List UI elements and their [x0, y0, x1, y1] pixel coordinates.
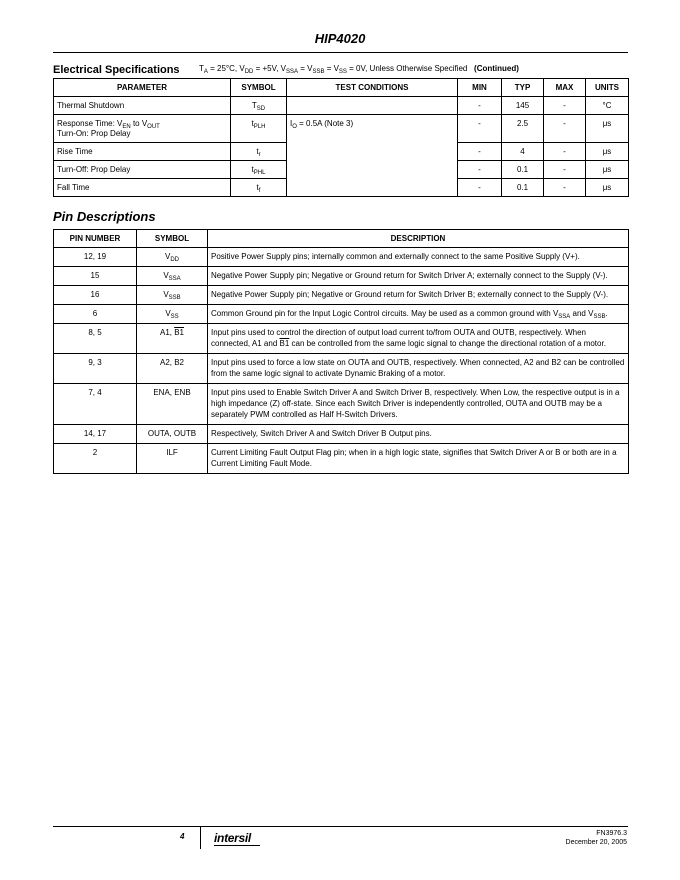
description-cell: Input pins used to force a low state on OUTA and OUTB, respectively. When connected, A2 and B2 can be controlled from the same logic signal to activate Dynamic Braking of a motor. [208, 354, 629, 384]
col-header-parameter: PARAMETER [54, 79, 231, 97]
pin-cell: 12, 19 [54, 248, 137, 267]
logo-underline [214, 845, 260, 846]
param-cell: Fall Time [54, 179, 231, 197]
table-row [54, 425, 629, 444]
test-cell: $I_O = 0.5A$ (Note 3) [287, 115, 458, 197]
table-row [54, 267, 629, 286]
pin-desc-title: Pin Descriptions [53, 209, 156, 224]
pin-cell: 6 [54, 305, 137, 324]
symbol-cell: $V_{DD}$ [137, 248, 208, 267]
symbol-cell: $t_{PLH}$ [231, 115, 287, 143]
symbol-cell: $V_{SSA}$ [137, 267, 208, 286]
table-row [54, 286, 629, 305]
param-cell: Rise Time [54, 143, 231, 161]
symbol-cell: $V_{SSB}$ [137, 286, 208, 305]
units-cell: μs [586, 143, 629, 161]
doc-date: December 20, 2005 [565, 839, 627, 846]
footer-divider [200, 827, 201, 849]
symbol-cell: A2, B2 [137, 354, 208, 384]
typ-cell: 145 [502, 97, 544, 115]
symbol-cell: $t_{PHL}$ [231, 161, 287, 179]
table-row [54, 324, 629, 354]
max-cell: - [544, 161, 586, 179]
symbol-cell: $t_f$ [231, 179, 287, 197]
col-header-max: MAX [544, 79, 586, 97]
elec-spec-table [53, 78, 629, 197]
min-cell: - [458, 97, 502, 115]
min-cell: - [458, 143, 502, 161]
table-row [54, 444, 629, 474]
min-cell: - [458, 115, 502, 143]
max-cell: - [544, 143, 586, 161]
typ-cell: 0.1 [502, 161, 544, 179]
pin-cell: 9, 3 [54, 354, 137, 384]
header-rule [53, 52, 628, 53]
description-cell: Input pins used to Enable Switch Driver A and Switch Driver B, respectively. When Low, the respective output is in a high impedance (Z) off-state. Since each Switch Driver is independently controlled, OUTA and OUTB may be a separately PWM controlled as Half H-Switch Drivers. [208, 384, 629, 425]
col-header-units: UNITS [586, 79, 629, 97]
footer-rule [53, 826, 628, 827]
col-header-min: MIN [458, 79, 502, 97]
pin-cell: 14, 17 [54, 425, 137, 444]
test-cell [287, 97, 458, 115]
footer-doc-info [566, 829, 627, 847]
col-header-symbol: SYMBOL [231, 79, 287, 97]
description-cell: Input pins used to control the direction of output load current to/from OUTA and OUTB, respectively. When connected, A1 and B1 can be controlled from the same logic signal to change the directional rotation of a motor. [208, 324, 629, 354]
min-cell: - [458, 161, 502, 179]
description-cell: Respectively, Switch Driver A and Switch Driver B Output pins. [208, 425, 629, 444]
pin-cell: 15 [54, 267, 137, 286]
table-row [54, 248, 629, 267]
param-cell: Thermal Shutdown [54, 97, 231, 115]
pin-desc-table [53, 229, 629, 474]
param-cell: Turn-Off: Prop Delay [54, 161, 231, 179]
max-cell: - [544, 115, 586, 143]
elec-spec-title: Electrical Specifications [53, 64, 180, 76]
col-header-typ: TYP [502, 79, 544, 97]
symbol-cell: ILF [137, 444, 208, 474]
col-header-test-conditions: TEST CONDITIONS [287, 79, 458, 97]
table-row [54, 97, 629, 115]
col-header-description: DESCRIPTION [208, 230, 629, 248]
symbol-cell: $T_{SD}$ [231, 97, 287, 115]
typ-cell: 4 [502, 143, 544, 161]
table-row [54, 115, 629, 143]
pin-cell: 8, 5 [54, 324, 137, 354]
pin-cell: 16 [54, 286, 137, 305]
table-row [54, 354, 629, 384]
pin-cell: 2 [54, 444, 137, 474]
symbol-cell: OUTA, OUTB [137, 425, 208, 444]
table-header-row [54, 230, 629, 248]
typ-cell: 0.1 [502, 179, 544, 197]
symbol-cell: A1, B1 [137, 324, 208, 354]
units-cell: μs [586, 115, 629, 143]
description-cell: Common Ground pin for the Input Logic Control circuits. May be used as a common ground with $V_{SSA}$ and $V_{SSB}$. [208, 305, 629, 324]
doc-id: FN3976.3 [596, 830, 627, 837]
description-cell: Negative Power Supply pin; Negative or Ground return for Switch Driver B; externally connect to the Supply (V-). [208, 286, 629, 305]
intersil-logo: intersil [214, 831, 251, 845]
description-cell: Positive Power Supply pins; internally common and externally connect to the same Positive Supply (V+). [208, 248, 629, 267]
col-header-symbol: SYMBOL [137, 230, 208, 248]
max-cell: - [544, 179, 586, 197]
table-header-row [54, 79, 629, 97]
col-header-pin-number: PIN NUMBER [54, 230, 137, 248]
param-cell: Response Time: $V_{EN}$ to $V_{OUT}$ Turn-On: Prop Delay [54, 115, 231, 143]
pin-cell: 7, 4 [54, 384, 137, 425]
symbol-cell: $t_r$ [231, 143, 287, 161]
symbol-cell: $V_{SS}$ [137, 305, 208, 324]
typ-cell: 2.5 [502, 115, 544, 143]
description-cell: Current Limiting Fault Output Flag pin; when in a high logic state, signifies that Switch Driver A or B or both are in a Current Limiting Fault Mode. [208, 444, 629, 474]
table-row [54, 305, 629, 324]
min-cell: - [458, 179, 502, 197]
elec-spec-conditions: $T_A = 25^\circ C$, $V_{DD} = +5V$, $V_{SSA} = V_{SSB} = V_{SS} = 0V$, Unless Otherwise Specified (Continued) [199, 64, 519, 75]
table-row [54, 384, 629, 425]
units-cell: μs [586, 161, 629, 179]
page-number: 4 [180, 832, 185, 841]
page-header-title: HIP4020 [314, 31, 366, 46]
description-cell: Negative Power Supply pin; Negative or Ground return for Switch Driver A; externally connect to the Supply (V-). [208, 267, 629, 286]
max-cell: - [544, 97, 586, 115]
units-cell: μs [586, 179, 629, 197]
units-cell: °C [586, 97, 629, 115]
symbol-cell: ENA, ENB [137, 384, 208, 425]
